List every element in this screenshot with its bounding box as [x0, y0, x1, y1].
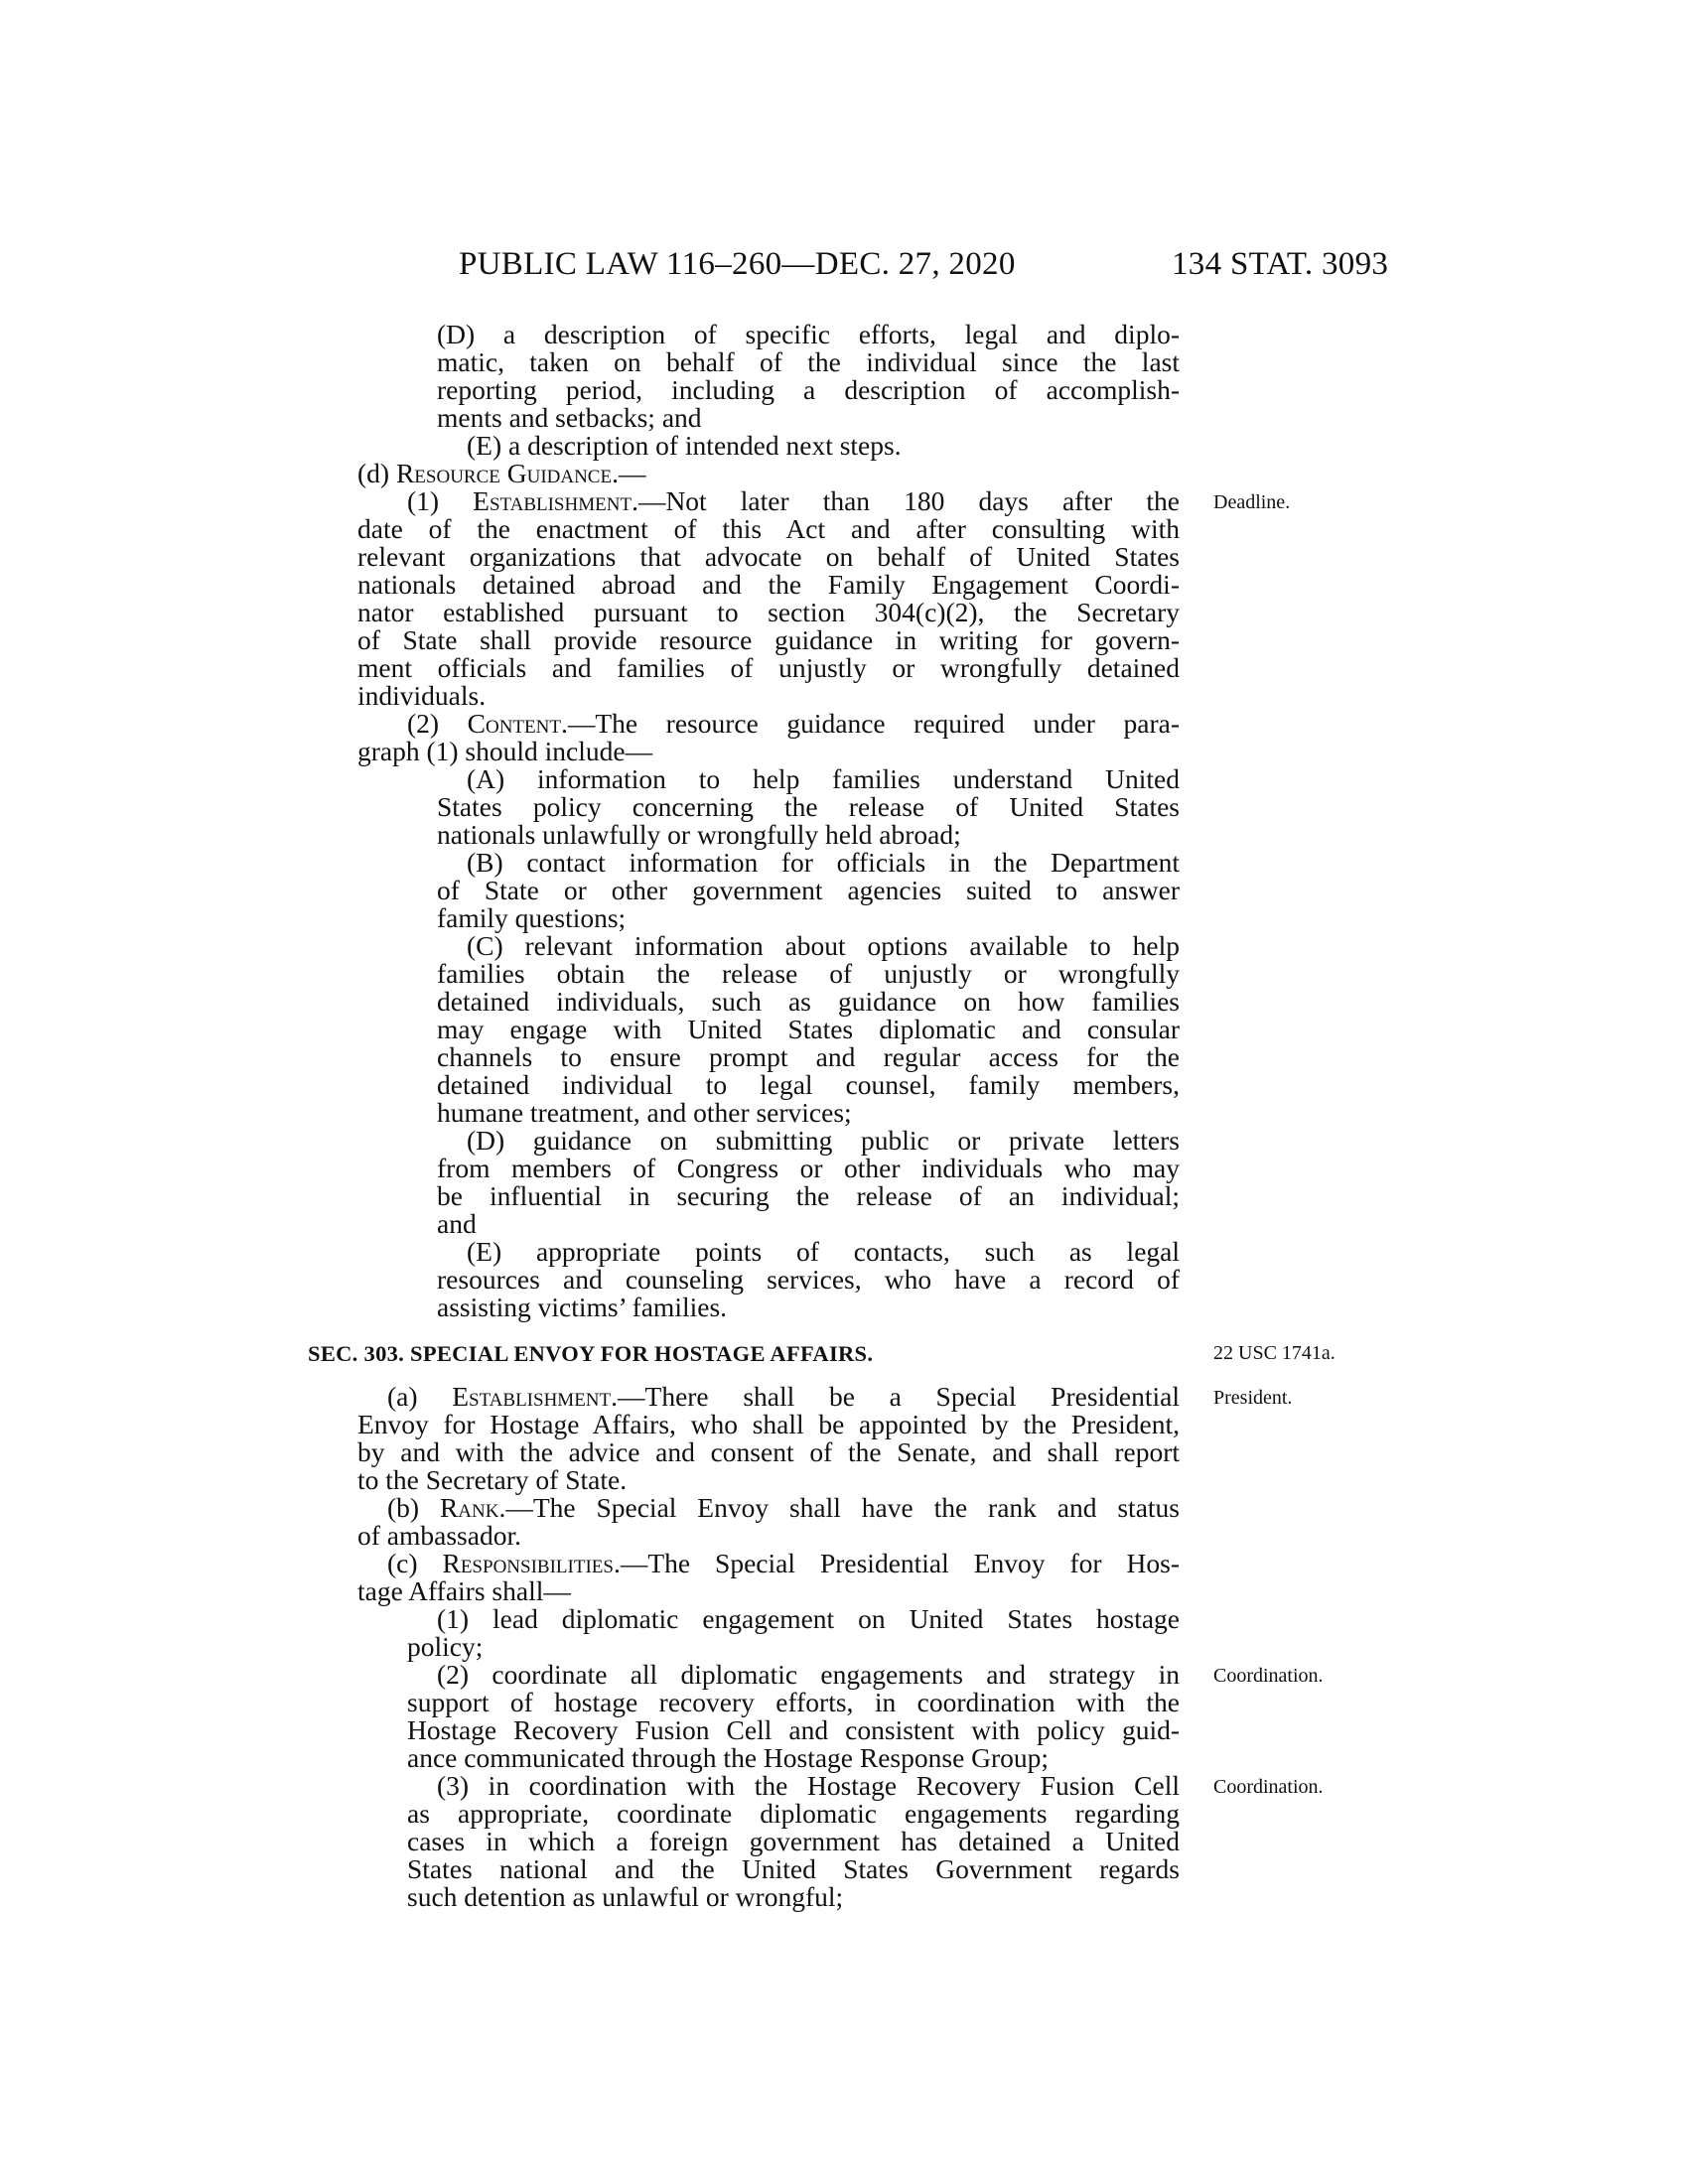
text-line: ment officials and families of unjustly or wrongfully detained — [357, 652, 1180, 683]
text-line: as appropriate, coordinate diplomatic engagements regarding — [407, 1798, 1180, 1829]
text-line: to the Secretary of State. — [357, 1464, 628, 1495]
text-line: relevant organizations that advocate on behalf of United States — [357, 541, 1180, 572]
margin-note-president: President. — [1213, 1387, 1293, 1409]
text-line: (C) relevant information about options available to help — [467, 930, 1180, 961]
text-line: detained individuals, such as guidance on how families — [437, 986, 1180, 1017]
text-line: family questions; — [437, 902, 627, 933]
paragraph-heading: (2) Content.—The resource guidance required under para- — [407, 708, 1180, 739]
margin-note-usc: 22 USC 1741a. — [1213, 1342, 1336, 1364]
text-line: individuals. — [357, 680, 487, 711]
text-line: be influential in securing the release of an individual; — [437, 1180, 1180, 1211]
text-line: ments and setbacks; and — [437, 402, 702, 433]
text-line: channels to ensure prompt and regular access for the — [437, 1041, 1180, 1072]
margin-note-coordination: Coordination. — [1213, 1776, 1324, 1798]
text-line: matic, taken on behalf of the individual since the last — [437, 346, 1180, 377]
text-line: support of hostage recovery efforts, in coordination with the — [407, 1687, 1180, 1717]
text-line: Hostage Recovery Fusion Cell and consistent with policy guid- — [407, 1714, 1180, 1745]
text-line: policy; — [407, 1631, 484, 1662]
margin-note-coordination: Coordination. — [1213, 1665, 1324, 1687]
statute-page-number: 134 STAT. 3093 — [1172, 246, 1389, 282]
paragraph-heading: (1) Establishment.—Not later than 180 days after the — [407, 485, 1180, 516]
text-line: such detention as unlawful or wrongful; — [407, 1881, 844, 1912]
text-line: nationals detained abroad and the Family Engagement Coordi- — [357, 569, 1180, 600]
subsection-heading: (a) Establishment.—There shall be a Special Presidential — [387, 1381, 1180, 1412]
text-line: (1) lead diplomatic engagement on United States hostage — [437, 1603, 1180, 1634]
text-line: tage Affairs shall— — [357, 1575, 571, 1606]
subsection-heading: (b) Rank.—The Special Envoy shall have the rank and status — [387, 1492, 1180, 1523]
text-line: assisting victims’ families. — [437, 1292, 728, 1322]
text-line: date of the enactment of this Act and after consulting with — [357, 513, 1180, 544]
margin-note-deadline: Deadline. — [1213, 491, 1291, 513]
text-line: and — [437, 1208, 477, 1239]
text-line: ance communicated through the Hostage Response Group; — [407, 1742, 1050, 1773]
text-line: (A) information to help families understand United — [467, 763, 1180, 794]
text-line: (3) in coordination with the Hostage Recovery Fusion Cell — [437, 1770, 1180, 1801]
text-line: States policy concerning the release of United States — [437, 791, 1180, 822]
text-line: (D) a description of specific efforts, legal and diplo- — [437, 319, 1180, 349]
text-line: of State shall provide resource guidance in writing for govern- — [357, 624, 1180, 655]
text-line: of State or other government agencies suited to answer — [437, 875, 1180, 905]
text-line: detained individual to legal counsel, family members, — [437, 1069, 1180, 1100]
page-header — [0, 246, 1688, 296]
text-line: nator established pursuant to section 304(c)(2), the Secretary — [357, 597, 1180, 627]
text-line: States national and the United States Government regards — [407, 1853, 1180, 1884]
text-line: of ambassador. — [357, 1520, 521, 1551]
text-line: (E) a description of intended next steps. — [467, 430, 902, 461]
text-line: cases in which a foreign government has detained a United — [407, 1826, 1180, 1856]
text-line: (B) contact information for officials in the Department — [467, 847, 1180, 878]
section-heading: SEC. 303. SPECIAL ENVOY FOR HOSTAGE AFFAIRS. — [308, 1341, 874, 1366]
text-line: nationals unlawfully or wrongfully held abroad; — [437, 819, 961, 850]
text-line: graph (1) should include— — [357, 736, 653, 766]
text-line: may engage with United States diplomatic and consular — [437, 1014, 1180, 1044]
text-line: from members of Congress or other individuals who may — [437, 1153, 1180, 1183]
text-line: by and with the advice and consent of the Senate, and shall report — [357, 1436, 1180, 1467]
text-line: (D) guidance on submitting public or private letters — [467, 1125, 1180, 1156]
text-line: (E) appropriate points of contacts, such as legal — [467, 1236, 1180, 1267]
text-line: humane treatment, and other services; — [437, 1097, 852, 1128]
text-line: Envoy for Hostage Affairs, who shall be appointed by the President, — [357, 1409, 1180, 1439]
subsection-heading: (d) Resource Guidance.— — [357, 458, 646, 488]
text-line: (2) coordinate all diplomatic engagements and strategy in — [437, 1659, 1180, 1690]
text-line: reporting period, including a description of accomplish- — [437, 374, 1180, 405]
text-line: resources and counseling services, who have a record of — [437, 1264, 1180, 1295]
text-line: families obtain the release of unjustly or wrongfully — [437, 958, 1180, 989]
subsection-heading: (c) Responsibilities.—The Special Presidential Envoy for Hos- — [387, 1548, 1180, 1578]
law-citation: PUBLIC LAW 116–260—DEC. 27, 2020 — [459, 246, 1016, 282]
